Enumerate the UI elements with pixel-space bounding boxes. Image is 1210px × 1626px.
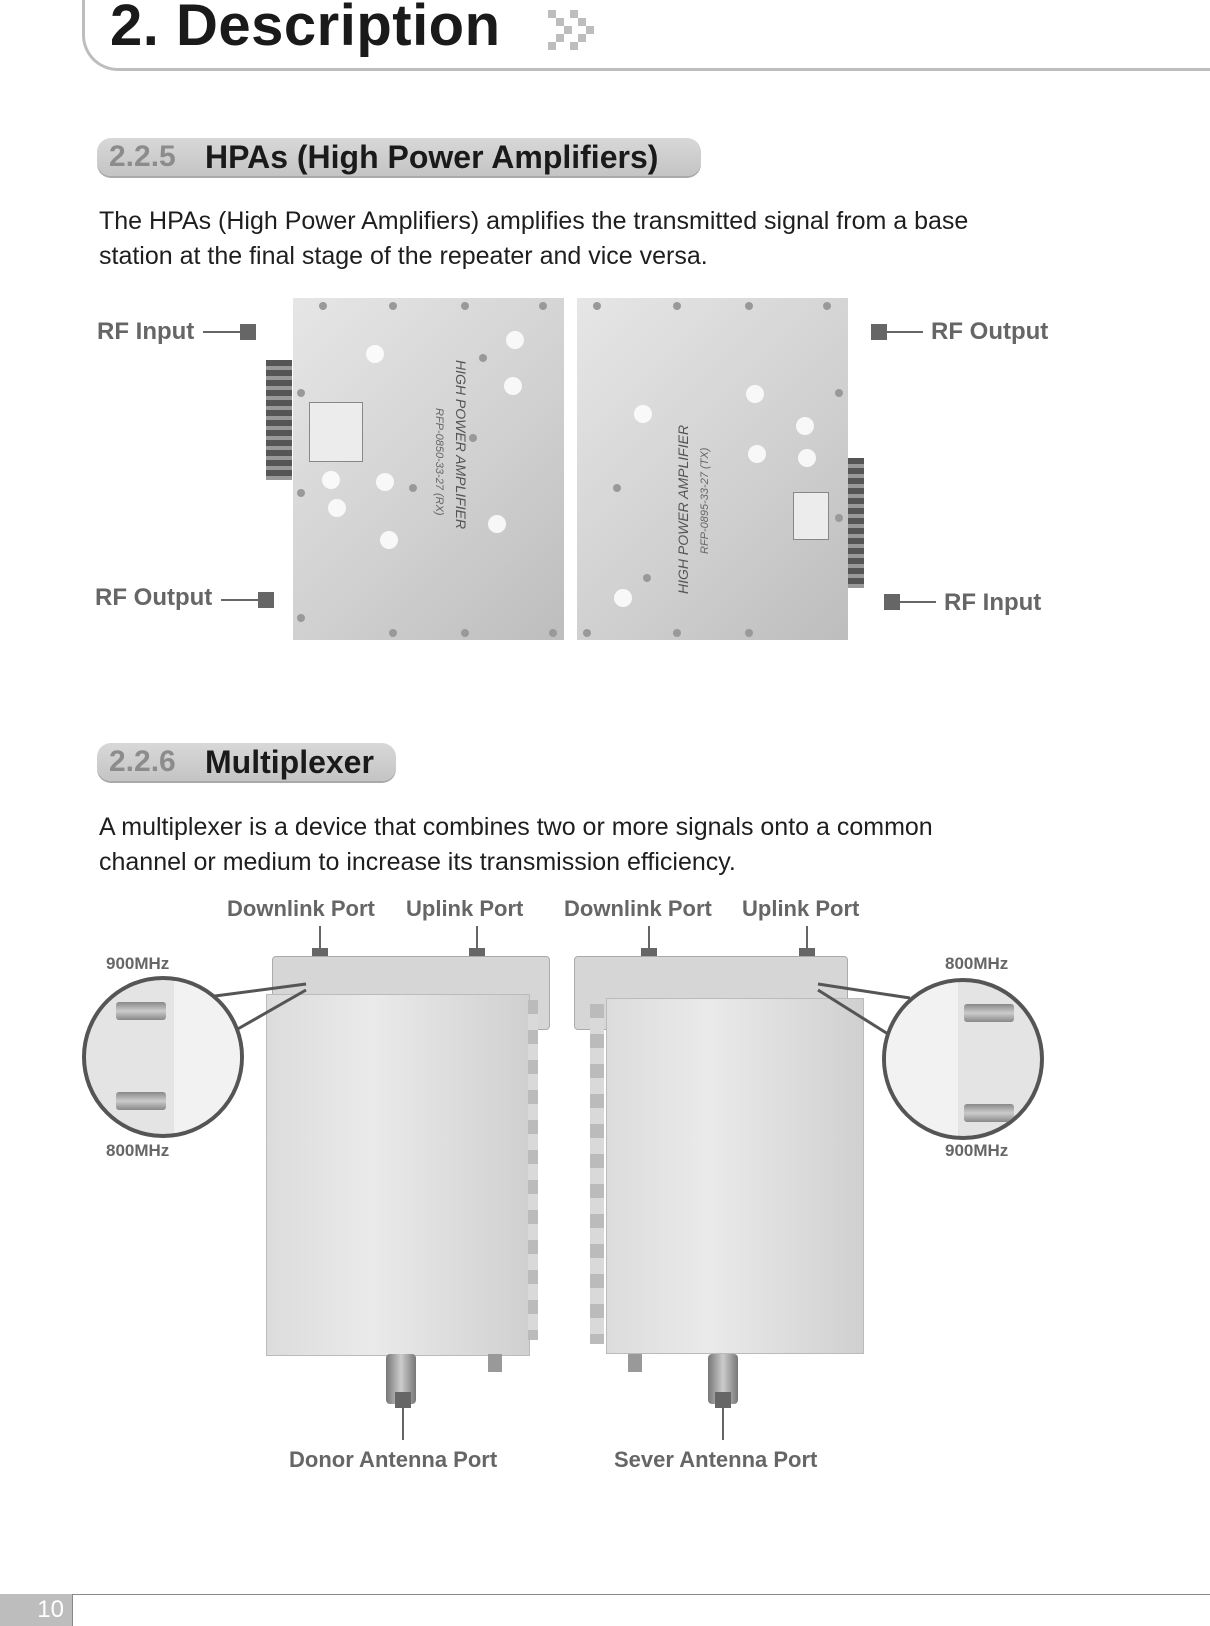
hpa-tx-photo	[577, 298, 848, 640]
section-heading-mux	[97, 743, 396, 781]
section-number: 2.2.5	[109, 140, 176, 173]
plate-model: RFP-0850-33-27 (RX)	[433, 408, 445, 516]
label-rf-input-right: RF Input	[944, 589, 1042, 616]
label-800mhz-right: 800MHz	[945, 954, 1009, 973]
section-title: HPAs (High Power Amplifiers)	[205, 139, 659, 175]
screw-holes	[293, 298, 564, 640]
hpa-paragraph	[99, 204, 968, 274]
zoom-connector	[116, 1002, 166, 1020]
hpa-connector	[266, 360, 292, 480]
footer-frame	[72, 1594, 1210, 1626]
label-900mhz-right: 900MHz	[945, 1141, 1009, 1160]
small-connector	[628, 1354, 642, 1372]
label-uplink-port-left: Uplink Port	[406, 896, 524, 921]
zoom-circle-right	[882, 978, 1044, 1140]
zoom-panel	[174, 980, 244, 1138]
small-connector	[488, 1354, 502, 1372]
paragraph-line: channel or medium to increase its transmission efficiency.	[99, 848, 736, 876]
zoom-panel	[886, 982, 958, 1140]
plate-model: RFP-0895-33-27 (TX)	[699, 447, 711, 554]
label-rf-output-left: RF Output	[95, 584, 213, 611]
section-number: 2.2.6	[109, 745, 176, 778]
label-uplink-port-right: Uplink Port	[742, 896, 860, 921]
leader-line	[885, 331, 923, 333]
leader-line	[402, 1400, 404, 1440]
label-rf-output-right: RF Output	[931, 318, 1049, 345]
page-number: 10	[0, 1594, 72, 1626]
section-heading-hpa	[97, 138, 701, 176]
leader-line	[898, 601, 936, 603]
zoom-connector	[964, 1104, 1014, 1122]
label-rf-input-left: RF Input	[97, 318, 195, 345]
leader-line	[722, 1400, 724, 1440]
plate-text: HIGH POWER AMPLIFIER	[453, 360, 469, 530]
label-900mhz-left: 900MHz	[106, 954, 170, 973]
page-title: 2. Description	[110, 0, 501, 58]
label-sever-antenna-port: Sever Antenna Port	[614, 1447, 818, 1472]
hpa-rx-photo	[293, 298, 564, 640]
section-title: Multiplexer	[205, 744, 374, 780]
zoom-connector	[116, 1092, 166, 1110]
leader-line	[221, 599, 261, 601]
paragraph-line: station at the final stage of the repeater and vice versa.	[99, 242, 708, 270]
paragraph-line: A multiplexer is a device that combines two or more signals onto a common	[99, 813, 933, 841]
label-donor-antenna-port: Donor Antenna Port	[289, 1447, 498, 1472]
marker-square	[240, 324, 256, 340]
double-chevron-icon	[548, 6, 602, 50]
label-downlink-port-right: Downlink Port	[564, 896, 712, 921]
paragraph-line: The HPAs (High Power Amplifiers) amplifies the transmitted signal from a base	[99, 207, 969, 235]
screw-holes	[577, 298, 848, 640]
zoom-circle-left	[82, 976, 244, 1138]
zoom-connector	[964, 1004, 1014, 1022]
marker-square	[258, 592, 274, 608]
leader-line	[203, 331, 243, 333]
hpa-connector	[848, 458, 864, 588]
label-800mhz-left: 800MHz	[106, 1141, 170, 1160]
label-downlink-port-left: Downlink Port	[227, 896, 375, 921]
mux-paragraph	[99, 810, 933, 880]
plate-text: HIGH POWER AMPLIFIER	[675, 424, 691, 594]
